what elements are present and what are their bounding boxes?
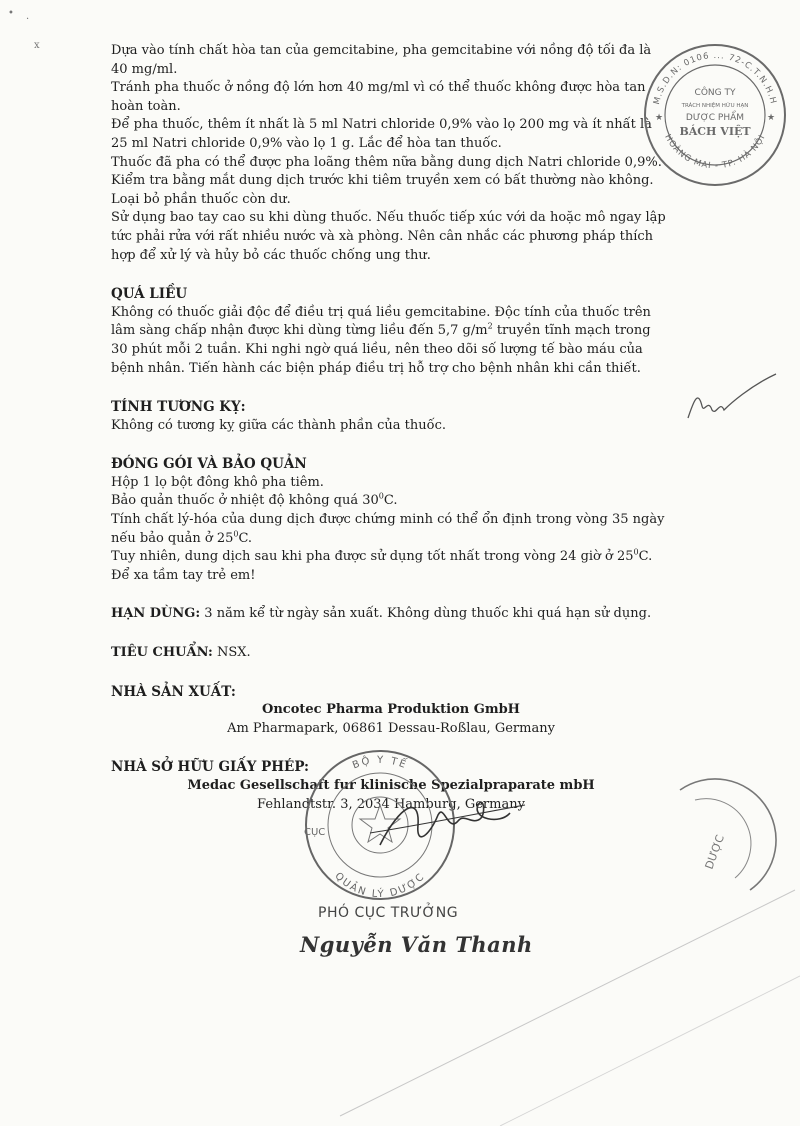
packaging-line: Để xa tầm tay trẻ em!	[111, 567, 256, 583]
superscript: 0	[378, 492, 384, 502]
scan-diagonal-lines	[330, 880, 800, 1126]
svg-text:BỘ Y TẾ	[351, 754, 410, 772]
stamp-line: DƯỢC PHẨM	[685, 113, 745, 123]
packaging-text-part: Tuy nhiên, dung dịch sau khi pha được sử dụng tốt nhất trong vòng 24 giờ ở 25	[111, 549, 634, 565]
packaging-section	[111, 455, 671, 585]
incompatibility-text: Không có tương kỵ giữa các thành phần của thuốc.	[111, 417, 447, 433]
handwritten-initials	[680, 370, 780, 430]
packaging-heading: ĐÓNG GÓI VÀ BẢO QUẢN	[111, 456, 307, 473]
document-body	[111, 42, 671, 814]
stamp-ring-top: M.S.D.N: 0106 ... 72-C.T.N.H.H	[651, 50, 779, 106]
stamp-ring-bottom: HOÀNG MAI - TP. HÀ NỘI	[662, 132, 768, 172]
partial-stamp-text: DƯỢC	[702, 833, 728, 872]
packaging-line: Hộp 1 lọ bột đông khô pha tiêm.	[111, 474, 324, 490]
packaging-text-part: C.	[638, 549, 653, 565]
standard-label: TIÊU CHUẨN:	[111, 645, 213, 661]
superscript: 0	[633, 547, 639, 557]
overdose-heading: QUÁ LIỀU	[111, 286, 188, 303]
packaging-text-part: Bảo quản thuốc ở nhiệt độ không quá 30	[111, 493, 379, 509]
packaging-line	[111, 492, 671, 511]
company-stamp	[640, 40, 790, 190]
ministry-ring-left: CỤC	[304, 827, 326, 838]
license-holder-heading: NHÀ SỞ HỮU GIẤY PHÉP:	[111, 759, 309, 776]
standard-text: NSX.	[212, 645, 251, 661]
prep-line: Sử dụng bao tay cao su khi dùng thuốc. Nếu thuốc tiếp xúc với da hoặc mô ngay lập tức phải rửa với rất nhiều nước và xà phòng. Nên cân nhắc các phương pháp thích hợp để xử lý và hủy bỏ các thuốc chống ung thư.	[111, 210, 666, 263]
ministry-ring-bottom: QUẢN LÝ DƯỢC	[332, 870, 428, 901]
signatory-title: PHÓ CỤC TRƯỞNG	[318, 905, 459, 921]
scan-speck: ·	[26, 14, 30, 25]
stamp-line: CÔNG TY	[694, 88, 736, 98]
stamp-star-icon: ★	[767, 113, 776, 123]
overdose-text-part: Không có thuốc giải độc để điều trị quá liều gemcitabine. Độc tính của thuốc trên lâm sàng chấp nhận được khi dùng từng liều đến 5,7 g/m	[111, 304, 651, 339]
incompatibility-heading: TÍNH TƯƠNG KỴ:	[111, 399, 246, 416]
stamp-line: TRÁCH NHIỆM HỮU HẠN	[681, 103, 749, 109]
manufacturer-address: Am Pharmapark, 06861 Dessau-Roßlau, Germany	[227, 720, 555, 736]
stamp-line: BÁCH VIỆT	[679, 125, 751, 138]
expiry-line	[111, 605, 671, 624]
signatory-name: Nguyễn Văn Thanh	[300, 932, 533, 957]
scan-speck: ⅹ	[34, 40, 40, 51]
prep-line: Thuốc đã pha có thể được pha loãng thêm nữa bằng dung dịch Natri chloride 0,9%.	[111, 154, 662, 170]
prep-line: Loại bỏ phần thuốc còn dư.	[111, 191, 291, 207]
packaging-line	[111, 511, 671, 548]
overdose-text	[111, 304, 671, 378]
manufacturer-heading: NHÀ SẢN XUẤT:	[111, 683, 236, 700]
license-holder-address: Fehlandtstr. 3, 2034 Hamburg, Germany	[257, 796, 525, 812]
superscript: 0	[233, 529, 239, 539]
incompatibility-section	[111, 398, 671, 435]
manufacturer-name: Oncotec Pharma Produktion GmbH	[262, 702, 520, 718]
standard-line	[111, 644, 671, 663]
packaging-text-part: C.	[238, 530, 253, 546]
overdose-text-part: truyền tĩnh mạch trong 30 phút mỗi 2 tuần. Khi nghi ngờ quá liều, nên theo dõi số lượng tế bào máu của bệnh nhân. Tiến hành các biện pháp điều trị hỗ trợ cho bệnh nhân khi cần thiết.	[111, 323, 651, 376]
ministry-ring-top: BỘ Y TẾ	[351, 754, 409, 772]
signature-scribble	[360, 785, 530, 865]
prep-line: Để pha thuốc, thêm ít nhất là 5 ml Natri chloride 0,9% vào lọ 200 mg và ít nhất là 25 ml Natri chloride 0,9% vào lọ 1 g. Lắc để hòa tan thuốc.	[111, 117, 652, 151]
license-holder-name: Medac Gesellschaft fur klinische Spezialpraparate mbH	[187, 778, 595, 793]
packaging-line	[111, 548, 671, 567]
expiry-label: HẠN DÙNG:	[111, 606, 201, 622]
prep-line: Dựa vào tính chất hòa tan của gemcitabine, pha gemcitabine với nồng độ tối đa là 40 mg/ml.	[111, 43, 652, 77]
scan-speck: •	[8, 8, 14, 19]
manufacturer-section	[111, 683, 671, 739]
preparation-section	[111, 42, 671, 265]
overdose-section	[111, 285, 671, 378]
svg-text:HOÀNG MAI - TP. HÀ NỘI	[662, 133, 768, 171]
prep-line: Tránh pha thuốc ở nồng độ lớn hơn 40 mg/ml vì có thể thuốc không được hòa tan hoàn toàn.	[111, 80, 646, 114]
prep-line: Kiểm tra bằng mắt dung dịch trước khi tiêm truyền xem có bất thường nào không.	[111, 173, 654, 189]
packaging-text-part: C.	[383, 493, 398, 509]
stamp-star-icon: ★	[655, 113, 664, 123]
superscript: 2	[487, 321, 493, 331]
expiry-text: 3 năm kể từ ngày sản xuất. Không dùng thuốc khi quá hạn sử dụng.	[200, 606, 652, 622]
packaging-text-part: Tính chất lý-hóa của dung dịch được chứng minh có thể ổn định trong vòng 35 ngày nếu bảo quản ở 25	[111, 512, 665, 546]
